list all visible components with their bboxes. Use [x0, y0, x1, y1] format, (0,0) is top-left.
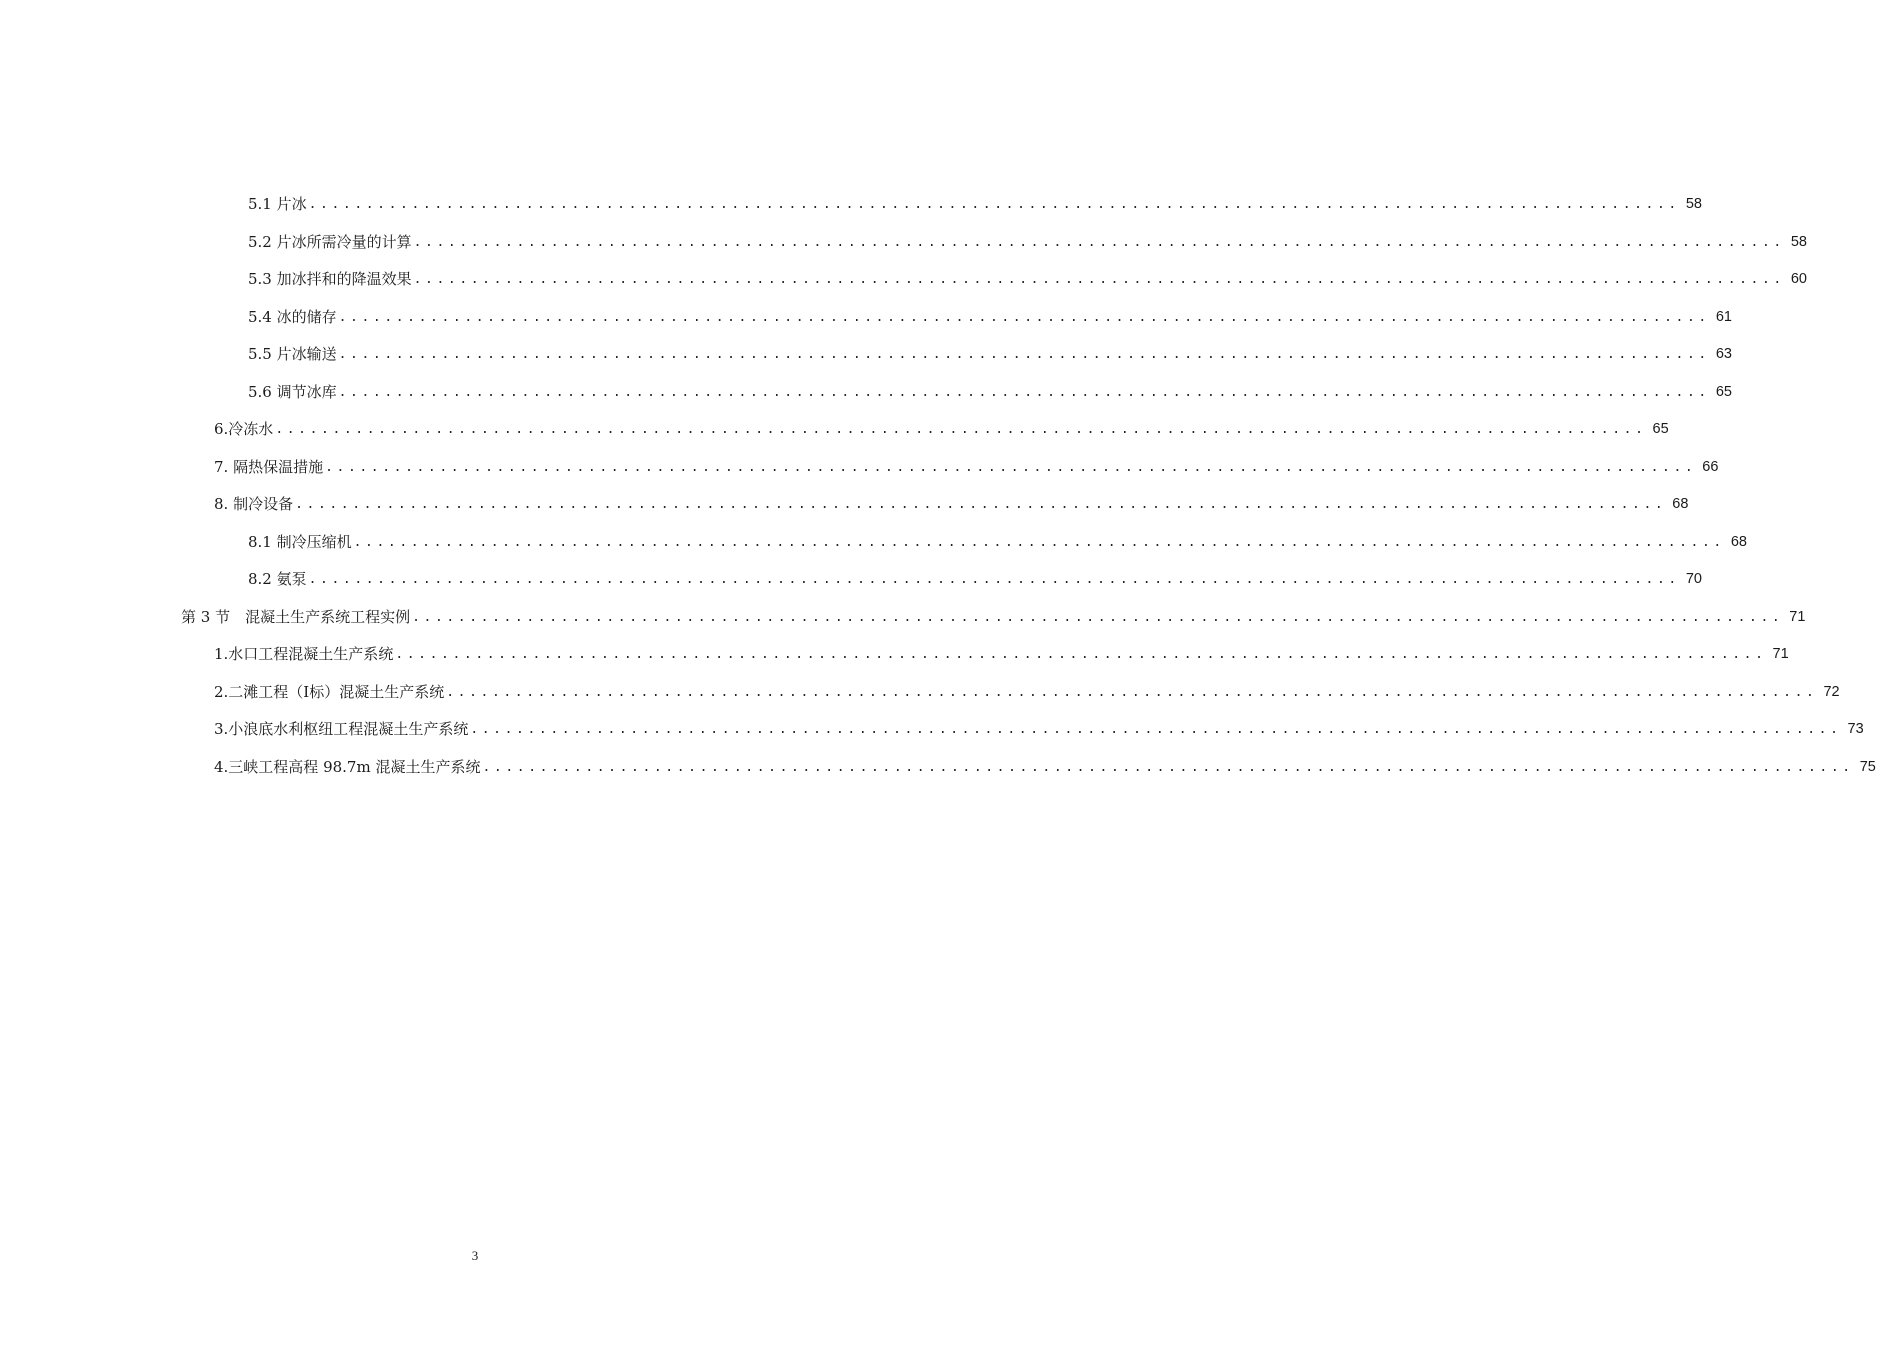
toc-entry[interactable] [0, 561, 1702, 599]
toc-dot-leader: ........................................................................................................................ [482, 759, 1854, 775]
toc-entry-title: 5.1 片冰 [248, 195, 307, 213]
toc-entry[interactable] [0, 224, 1807, 262]
toc-dot-leader: ........................................................................................................................ [338, 347, 1710, 362]
toc-dot-leader: ........................................................................................................................ [413, 234, 1785, 250]
toc-entry-page: 71 [1772, 646, 1789, 662]
toc-entry-title: 7. 隔热保温措施 [214, 457, 324, 476]
toc-entry[interactable] [0, 674, 1840, 712]
toc-entry-title: 5.2 片冰所需冷量的计算 [248, 232, 412, 251]
toc-dot-leader: ........................................................................................................................ [470, 722, 1842, 737]
toc-dot-leader: ........................................................................................................................ [412, 609, 1784, 625]
toc-dot-leader: ........................................................................................................................ [338, 309, 1710, 325]
toc-entry-page: 58 [1790, 233, 1807, 250]
toc-entry-title: 3.小浪底水利枢纽工程混凝土生产系统 [214, 720, 469, 738]
toc-dot-leader: ........................................................................................................................ [413, 272, 1785, 287]
toc-entry-title: 8.1 制冷压缩机 [248, 532, 352, 551]
toc-entry-title: 2.二滩工程（Ⅰ标）混凝土生产系统 [214, 682, 445, 701]
toc-dot-leader: ........................................................................................................................ [308, 572, 1680, 587]
toc-entry-title: 5.3 加冰拌和的降温效果 [248, 270, 412, 288]
toc-entry-title: 8.2 氨泵 [248, 570, 307, 588]
toc-entry-page: 70 [1685, 571, 1702, 587]
toc-entry[interactable] [0, 711, 1864, 749]
toc-entry-page: 65 [1715, 383, 1732, 400]
toc-entry-title: 6.冷冻水 [214, 420, 274, 438]
toc-entry[interactable] [0, 374, 1732, 412]
toc-entry-page: 71 [1789, 608, 1806, 625]
toc-dot-leader: ........................................................................................................................ [338, 384, 1710, 400]
toc-entry-title: 5.5 片冰输送 [248, 345, 337, 363]
toc-entry-page: 60 [1790, 271, 1807, 287]
toc-entry[interactable] [0, 749, 1876, 787]
toc-entry-page: 61 [1715, 308, 1732, 325]
toc-entry-page: 65 [1652, 421, 1669, 437]
toc-entry-page: 66 [1702, 458, 1719, 475]
toc-entry-page: 72 [1823, 683, 1840, 700]
toc-dot-leader: ........................................................................................................................ [353, 534, 1725, 550]
toc-entry-page: 73 [1847, 721, 1864, 737]
toc-entry-title: 5.6 调节冰库 [248, 382, 337, 401]
toc-dot-leader: ........................................................................................................................ [325, 459, 1697, 475]
page-number: 3 [471, 1248, 479, 1263]
toc-dot-leader: ........................................................................................................................ [295, 497, 1667, 512]
toc-entry[interactable] [0, 524, 1747, 562]
toc-entry-page: 68 [1672, 496, 1689, 512]
toc-entry[interactable] [0, 486, 1689, 524]
toc-dot-leader: ........................................................................................................................ [395, 647, 1767, 662]
toc-entry[interactable] [0, 411, 1669, 449]
toc-entry[interactable] [0, 336, 1732, 374]
table-of-contents [0, 186, 1876, 786]
toc-entry-title: 5.4 冰的储存 [248, 307, 337, 326]
toc-entry-page: 68 [1730, 533, 1747, 550]
toc-entry-title: 第 3 节 混凝土生产系统工程实例 [181, 607, 411, 626]
toc-entry[interactable] [0, 599, 1806, 637]
toc-entry-title: 4.三峡工程高程 98.7m 混凝土生产系统 [214, 757, 481, 776]
toc-entry[interactable] [0, 261, 1807, 299]
toc-entry[interactable] [0, 299, 1732, 337]
toc-entry[interactable] [0, 186, 1702, 224]
toc-entry-page: 63 [1715, 346, 1732, 362]
toc-entry-page: 58 [1685, 196, 1702, 212]
toc-entry-page: 75 [1859, 758, 1876, 775]
toc-entry-title: 8. 制冷设备 [214, 495, 294, 513]
toc-dot-leader: ........................................................................................................................ [275, 422, 1647, 437]
toc-dot-leader: ........................................................................................................................ [446, 684, 1818, 700]
toc-entry-title: 1.水口工程混凝土生产系统 [214, 645, 394, 663]
toc-entry[interactable] [0, 636, 1789, 674]
toc-entry[interactable] [0, 449, 1719, 487]
toc-dot-leader: ........................................................................................................................ [308, 197, 1680, 212]
